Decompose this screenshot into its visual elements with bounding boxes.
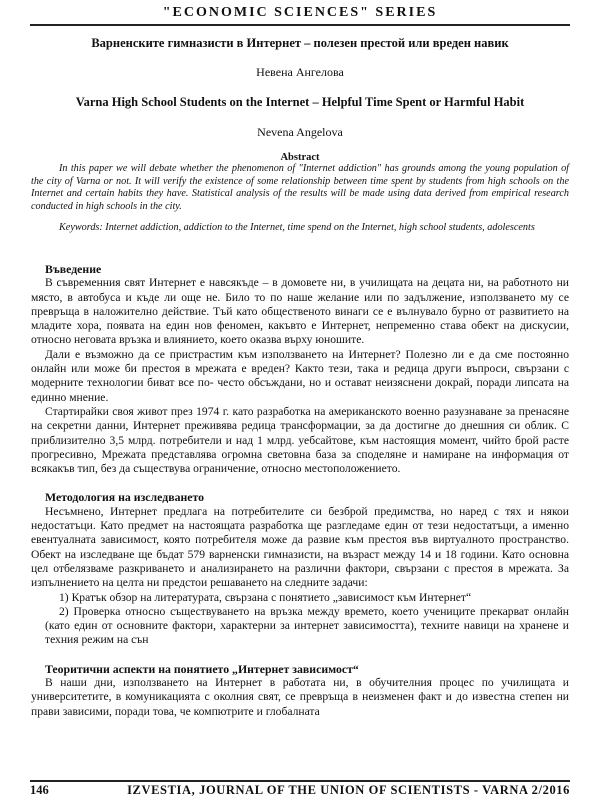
article-body: [31, 262, 569, 719]
section-spacer: [31, 648, 569, 662]
list-text: Проверка относно съществуването на връзка между времето, което учениците прекарват онлайн (като един от основните фактори, характерни за интернет зависимостта), техните навици на хранене и техния режим на сън: [45, 604, 569, 647]
section-spacer: [31, 476, 569, 490]
section-heading-methodology: Методология на изследването: [45, 490, 205, 505]
method-paragraph-1: Несъмнено, Интернет предлага на потребителите си безброй предимства, но наред с тях и някои недостатъци. Като предмет на настоящата разработка ще разгледаме един от тези недостатъци, а именно евентуалната зависимост, която потребителя може да развие към престоя във виртуалното пространство. Обект на изследване ще бъдат 579 варненски гимназисти, на възраст между 14 и 18 години. Като основна цел отбелязваме разкриването и анализирането на различни фактори, свързани с престоя в мрежата. За изпълнението на целта ни предстои решаването на следните задачи:: [31, 504, 569, 590]
intro-paragraph-2: Дали е възможно да се пристрастим към използването на Интернет? Полезно ли е да сме постоянно онлайн или може би престоя в мрежата е вреден? Както тези, така и редица други въпроси, свързани с модерните технологии биват все по- често обсъждани, но и остават неизяснени докрай, поради липсата на единно мнение.: [31, 347, 569, 404]
task-list-item-2: [31, 605, 569, 648]
section-heading-theory: Теоритични аспекти на понятието „Интернет зависимост“: [45, 661, 359, 676]
author-name-bulgarian: Невена Ангелова: [256, 65, 344, 79]
list-number: 1): [59, 590, 69, 604]
list-number: 2): [59, 604, 69, 618]
keywords: Keywords: Internet addiction, addiction to the Internet, time spend on the Internet, high school students, adolescents: [59, 222, 535, 233]
article-title-english: Varna High School Students on the Internet – Helpful Time Spent or Harmful Habit: [75, 95, 525, 109]
page-number: 146: [30, 783, 49, 797]
list-text: Кратък обзор на литературата, свързана с понятието „зависимост към Интернет“: [71, 590, 472, 604]
running-header: "ECONOMIC SCIENCES" SERIES: [162, 5, 438, 20]
journal-footer: IZVESTIA, JOURNAL OF THE UNION OF SCIENTISTS - VARNA 2/2016: [127, 783, 570, 797]
section-heading-introduction: Въведение: [45, 262, 102, 276]
theory-paragraph-1: В наши дни, използването на Интернет в работата ни, в обучителния процес по училищата и университетите, в комуникацията с околния свят, се превръща в неизменен факт и до известна степен ни прави зависими, поради това, че компютрите и глобалната: [31, 676, 569, 718]
intro-paragraph-3: Стартирайки своя живот през 1974 г. като разработка на американското военно разузнаване за пренасяне на секретни данни, Интернет преживява редица трансформации, за да достигне до днешния си облик. С приблизително 3,5 млрд. потребители и над 1 млрд. уебсайтове, към настоящия момент, чийто брой расте прогресивно, Мрежата представлява огромна световна база за споделяне и намиране на информация от всякакъв тип, без да съществува ограничение, относно местоположението.: [31, 404, 569, 476]
abstract-heading: Abstract: [280, 152, 320, 163]
header-rule: [30, 24, 570, 26]
task-list-item-1: [31, 591, 569, 605]
footer-rule: [30, 780, 570, 782]
abstract-text: In this paper we will debate whether the phenomenon of "Internet addiction" has grounds among the young population of the city of Varna or not. It will verify the existence of some relationship between time spent by students from high schools on the Internet and certain habits they have. Statistical analysis of the results will be made using data derived from empirical research conducted in high schools in the city.: [31, 163, 569, 212]
author-name-english: Nevena Angelova: [257, 125, 343, 139]
intro-paragraph-1: В съвременния свят Интернет е навсякъде – в домовете ни, в училищата на децата ни, на работното ни място, в автобуса и къде ли още не. Било то по наше желание или по задължение, използването му се превръща в наложително действие. Тъй като общественото винаги се е вълнувало бурно от развитието на младите хора, появата на един нов феномен, какъвто е Интернет, непременно става обект на дискусии, относно неговата връзка и влиянието, което оказва върху юношите.: [31, 276, 569, 347]
article-title-bulgarian: Варненските гимназисти в Интернет – полезен престой или вреден навик: [91, 36, 509, 50]
